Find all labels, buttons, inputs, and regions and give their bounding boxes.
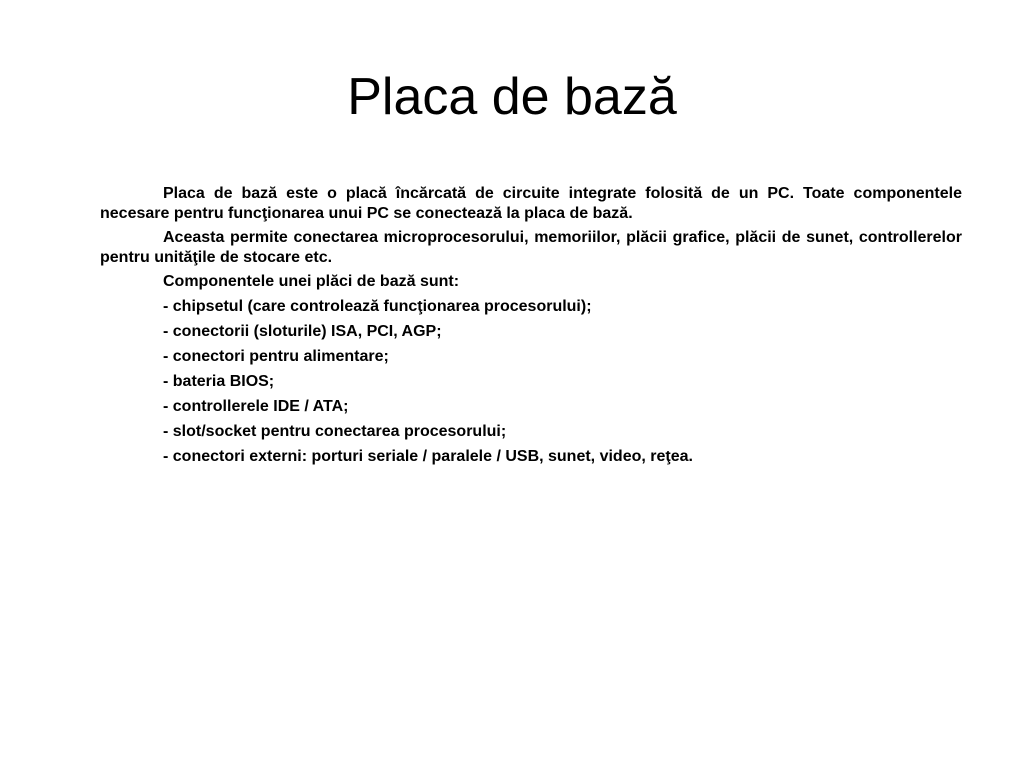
slide-title: Placa de bază <box>347 68 677 126</box>
list-item: - conectori pentru alimentare; <box>163 348 389 365</box>
list-item: - slot/socket pentru conectarea procesorului; <box>163 423 507 440</box>
slide-body <box>100 184 962 472</box>
list-intro: Componentele unei plăci de bază sunt: <box>163 273 460 290</box>
list-item: - conectori externi: porturi seriale / paralele / USB, sunet, video, reţea. <box>163 448 693 465</box>
list-item: - conectorii (sloturile) ISA, PCI, AGP; <box>163 323 442 340</box>
list-item: - chipsetul (care controlează funcţionarea procesorului); <box>163 298 592 315</box>
paragraph-definition: Placa de bază este o placă încărcată de circuite integrate folosită de un PC. Toate componentele necesare pentru funcţionarea unui PC se conectează la placa de bază. <box>100 185 962 222</box>
list-item: - controllerele IDE / ATA; <box>163 398 349 415</box>
paragraph-connections: Aceasta permite conectarea microprocesorului, memoriilor, plăcii grafice, plăcii de sunet, controllerelor pentru unităţile de stocare etc. <box>100 229 962 266</box>
list-item: - bateria BIOS; <box>163 373 275 390</box>
